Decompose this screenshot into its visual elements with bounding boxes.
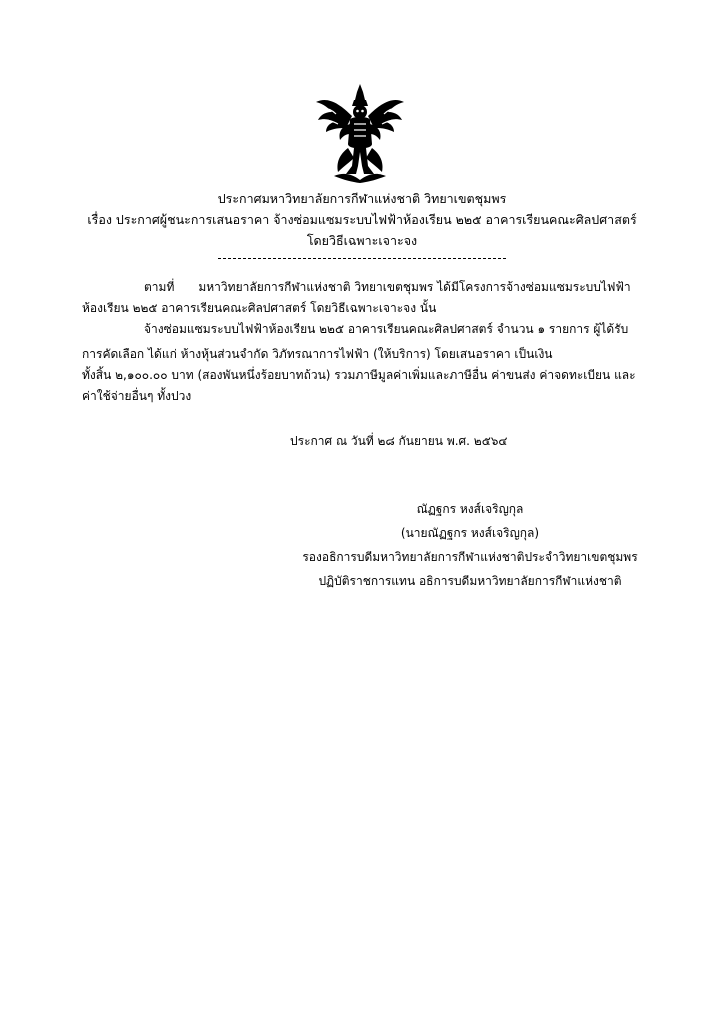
heading-separator: [218, 258, 506, 259]
announcement-subject: เรื่อง ประกาศผู้ชนะการเสนอราคา จ้างซ่อมแซมระบบไฟฟ้าห้องเรียน ๒๒๕ อาคารเรียนคณะศิลปศาสตร์: [87, 212, 637, 227]
paragraph-2-line-1: [82, 320, 642, 338]
signature-full-name: (นายณัฏฐกร หงส์เจริญกุล): [400, 526, 540, 540]
signature-signed-name: ณัฏฐกร หงส์เจริญกุล: [416, 502, 524, 516]
announcement-method: โดยวิธีเฉพาะเจาะจง: [306, 233, 418, 248]
announcement-title: ประกาศมหาวิทยาลัยการกีฬาแห่งชาติ วิทยาเขตชุมพร: [217, 191, 507, 206]
announcement-date: ประกาศ ณ วันที่ ๒๘ กันยายน พ.ศ. ๒๕๖๔: [290, 434, 508, 448]
paragraph-1-label: ตามที่: [144, 280, 175, 294]
garuda-emblem-icon: [310, 82, 410, 184]
paragraph-2-line-3: ทั้งสิ้น ๒,๑๐๐.๐๐ บาท (สองพันหนึ่งร้อยบาทถ้วน) รวมภาษีมูลค่าเพิ่มและภาษีอื่น ค่าขนส่ง ค่าจดทะเบียน และ: [82, 368, 636, 382]
paragraph-2-line-2: การคัดเลือก ได้แก่ ห้างหุ้นส่วนจำกัด วิภัทรณาการไฟฟ้า (ให้บริการ) โดยเสนอราคา เป็นเงิน: [82, 347, 553, 361]
signature-position: รองอธิการบดีมหาวิทยาลัยการกีฬาแห่งชาติประจำวิทยาเขตชุมพร: [302, 550, 638, 564]
signature-acting: ปฏิบัติราชการแทน อธิการบดีมหาวิทยาลัยการกีฬาแห่งชาติ: [318, 574, 622, 588]
paragraph-1-text: มหาวิทยาลัยการกีฬาแห่งชาติ วิทยาเขตชุมพร ได้มีโครงการจ้างซ่อมแซมระบบไฟฟ้า: [198, 280, 631, 294]
paragraph-1-line-1: [82, 278, 642, 296]
paragraph-2-text: จ้างซ่อมแซมระบบไฟฟ้าห้องเรียน ๒๒๕ อาคารเรียนคณะศิลปศาสตร์ จำนวน ๑ รายการ ผู้ได้รับ: [144, 322, 629, 336]
paragraph-2-line-4: ค่าใช้จ่ายอื่นๆ ทั้งปวง: [82, 389, 192, 403]
paragraph-1-line-2: ห้องเรียน ๒๒๕ อาคารเรียนคณะศิลปศาสตร์ โดยวิธีเฉพาะเจาะจง นั้น: [82, 301, 437, 315]
